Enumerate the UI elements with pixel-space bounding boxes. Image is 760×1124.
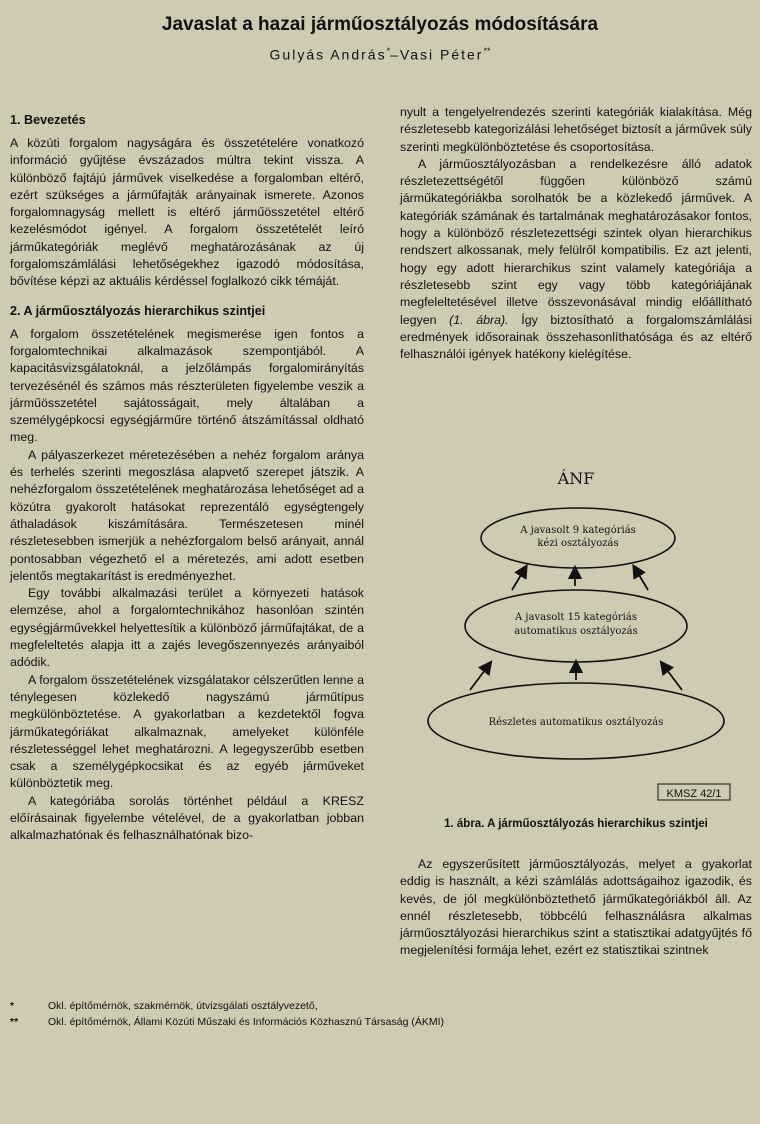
level-2-label-line-2: automatikus osztályozás (514, 626, 638, 637)
author-1: Gulyás András (269, 46, 387, 63)
right-column-bottom (400, 856, 752, 960)
footnote-1 (10, 998, 750, 1014)
section-2-paragraph-5: A kategóriába sorolás történhet például a KRESZ előírásainak figyelembe vételével, de a gyakorlatban jobban alkalmazhatónak és felhasználhatónak bizo- (10, 793, 364, 843)
level-1-label-line-1: A javasolt 9 kategóriás (520, 525, 636, 536)
section-2-paragraph-3: Egy további alkalmazási terület a környezeti hatások elemzése, ahol a forgalomtechnikához hasonlóan szintén egységjárművekkel helyettesítik a különböző járműfajtákat, de a megfeleltetés alapja itt a zajés levegőszennyezés arányaiból adódik. (10, 586, 364, 670)
right-column-top (400, 104, 752, 363)
section-2-heading: 2. A járműosztályozás hierarchikus szintjei (10, 303, 266, 318)
footnote-1-text: Okl. építőmérnök, szakmérnök, útvizsgálati osztályvezető, (48, 1000, 318, 1012)
hierarchy-diagram (400, 462, 752, 842)
arrow-up-left-1 (512, 570, 524, 590)
arrow-up-right-1 (636, 570, 648, 590)
section-1-paragraph: A közúti forgalom nagyságára és összetételére vonatkozó információ gyűjtése évszázados múltra tekint vissza. A különböző fajtájú járművek viselkedése a forgalomban eltérő, ezért szükséges a járműfajták arányainak ismerete. Azonos forgalomnagyság mellett is eltérő járműösszetétel eltérő kezelésmódot igényel. A forgalom összetételét leíró járműkategóriák meglévő meghatározásának az új forgalomszámlálási lehetőségekhez igazodó módosítása, bővítése képzi az aktuális kérdéssel foglalkozó cikk témáját. (10, 136, 364, 289)
authors-line (0, 46, 760, 63)
right-paragraph-2-start: A járműosztályozásban a rendelkezésre álló adatok részletezettségétől függően különböző számú járműkategóriákba sorolhatók be a közlekedő járművek. A kategóriák számának és tartalmának meghatározásakor fontos, hogy a különböző részletezettségi szintek olyan hierarchikus rendszert alkossanak, mely felülről kompatibilis. Ez azt jelenti, hogy egy adott hierarchikus szint valamely kategóriája a részletesebb szint egy vagy több kategóriájának megfeleltetésével illetve összevonásával mindig előállítható legyen (400, 156, 752, 327)
article-title: Javaslat a hazai járműosztályozás módosítására (161, 14, 599, 35)
arrow-up-right-2 (664, 666, 682, 690)
author-2: –Vasi Péter (390, 46, 484, 63)
left-column (10, 112, 364, 845)
arrow-up-left-2 (470, 666, 488, 690)
author-1-mark: * (386, 46, 391, 56)
figure-caption: 1. ábra. A járműosztályozás hierarchikus szintjei (444, 818, 708, 830)
right-paragraph-1: nyult a tengelyelrendezés szerinti kategóriák kialakítása. Még részletesebb kategorizálási lehetőséget biztosít a járművek súly szerinti megkülönböztetése és csoportosítása. (400, 105, 752, 154)
footnotes (10, 998, 750, 1030)
section-2-paragraph-4: A forgalom összetételének vizsgálatakor célszerűtlen lenne a ténylegesen közlekedő nagyszámú járműtípus megkülönböztetése. A gyakorlatban a kezdetektől fogva járműkategóriákat alkalmaznak, amelyeket különféle részletességgel lehet meghatározni. A legegyszerűbb esetben csak a személygépkocsikat és az egyéb járműveket különböztetik meg. (10, 672, 364, 791)
footnote-1-mark: * (10, 1000, 15, 1012)
author-2-mark: ** (483, 46, 491, 56)
footnote-2-mark: ** (10, 1016, 19, 1028)
anf-label: ÁNF (557, 469, 595, 488)
level-3-label: Részletes automatikus osztályozás (488, 717, 664, 728)
hierarchy-diagram-svg (400, 462, 752, 812)
level-1-label-line-2: kézi osztályozás (537, 538, 619, 549)
section-2-paragraph-1: A forgalom összetételének megismerése igen fontos a forgalomtechnikai alkalmazások szempontjából. A kapacitásvizsgálatoknál, a jelzőlámpás forgalomirányítás tervezésénél és számos más részterületen figyelembe veszik a járműösszetétel sajátosságait, mely általában a személygépkocsi egységjárműre történő átszámítással oldható meg. (10, 326, 364, 445)
right-paragraph-3: Az egyszerűsített járműosztályozás, melyet a gyakorlat eddig is használt, a kézi számlálás adottságaihoz igazodik, és kevés, de jól megkülönböztethető járműkategóriákból áll. Az ennél részletesebb, többcélú felhasználásra alkalmas járműosztályozási hierarchikus szint a statisztikai adatgyűjtés fő megjelenítési formája lehet, ezért ez statisztikai szintnek (400, 857, 752, 958)
level-2-label-line-1: A javasolt 15 kategóriás (515, 612, 637, 623)
figure-reference: (1. ábra). (449, 312, 509, 327)
figure-code: KMSZ 42/1 (666, 788, 722, 800)
right-paragraph-2 (400, 156, 752, 364)
footnote-2 (10, 1014, 750, 1030)
footnote-2-text: Okl. építőmérnök, Állami Közúti Műszaki és Információs Közhasznú Társaság (ÁKMI) (48, 1016, 445, 1028)
section-1-heading: 1. Bevezetés (10, 113, 86, 127)
section-2-paragraph-2: A pályaszerkezet méretezésében a nehéz forgalom aránya és terhelés szerinti megoszlása alapvető szerepet játszik. A nehézforgalom összetételének meghatározása lehetőséget ad a közútra gyakorolt hatásokat reprezentáló egységtengely áthaladások kiszámítására. Természetesen minél részletesebben ismerjük a nehézforgalom belső arányait, annál pontosabban végezhető el a méretezés, ami adott esetben jelentős megtakarítást is eredményezhet. (10, 447, 364, 583)
right-paragraph-2-end: Így biztosítható a forgalomszámlálási eredmények idősorainak összehasonlíthatósága és az eltérő felhasználói igények hatékony kielégítése. (400, 312, 752, 362)
